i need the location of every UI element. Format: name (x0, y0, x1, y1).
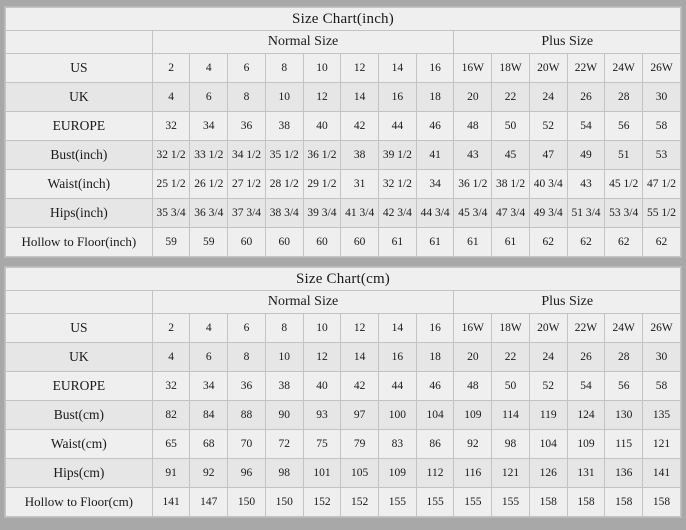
cell: 26W (643, 54, 681, 83)
table-row (6, 488, 681, 517)
table-row (6, 372, 681, 401)
cell: 42 (341, 372, 379, 401)
cell: 158 (529, 488, 567, 517)
cell: 34 (190, 112, 228, 141)
chart-title: Size Chart(cm) (6, 268, 681, 291)
cell: 14 (341, 343, 379, 372)
cell: 83 (379, 430, 417, 459)
chart-title: Size Chart(inch) (6, 8, 681, 31)
cell: 86 (416, 430, 454, 459)
group-header-normal: Normal Size (152, 291, 454, 314)
row-label: Waist(inch) (6, 170, 153, 199)
cell: 36 1/2 (454, 170, 492, 199)
row-label: UK (6, 343, 153, 372)
cell: 121 (643, 430, 681, 459)
cell: 98 (265, 459, 303, 488)
group-header-normal: Normal Size (152, 31, 454, 54)
cell: 115 (605, 430, 643, 459)
cell: 58 (643, 112, 681, 141)
cell: 41 3/4 (341, 199, 379, 228)
cell: 150 (228, 488, 266, 517)
cell: 40 3/4 (529, 170, 567, 199)
cell: 42 (341, 112, 379, 141)
cell: 104 (529, 430, 567, 459)
cell: 8 (265, 54, 303, 83)
cell: 62 (643, 228, 681, 257)
table-row (6, 112, 681, 141)
cell: 150 (265, 488, 303, 517)
cell: 88 (228, 401, 266, 430)
row-label: Hips(cm) (6, 459, 153, 488)
cell: 45 (492, 141, 530, 170)
table-row (6, 314, 681, 343)
cell: 8 (228, 343, 266, 372)
row-label: Hollow to Floor(cm) (6, 488, 153, 517)
cell: 100 (379, 401, 417, 430)
cell: 61 (454, 228, 492, 257)
table-row (6, 170, 681, 199)
cell: 32 1/2 (152, 141, 190, 170)
cell: 124 (567, 401, 605, 430)
cell: 136 (605, 459, 643, 488)
cell: 152 (303, 488, 341, 517)
cell: 112 (416, 459, 454, 488)
cell: 20W (529, 314, 567, 343)
cell: 68 (190, 430, 228, 459)
cell: 32 (152, 372, 190, 401)
table-title-row (6, 8, 681, 31)
cell: 121 (492, 459, 530, 488)
cell: 20 (454, 343, 492, 372)
cell: 48 (454, 372, 492, 401)
group-header-plus: Plus Size (454, 31, 681, 54)
cell: 155 (492, 488, 530, 517)
cell: 158 (643, 488, 681, 517)
cell: 47 1/2 (643, 170, 681, 199)
cell: 34 (416, 170, 454, 199)
cell: 16 (379, 83, 417, 112)
cell: 155 (454, 488, 492, 517)
cell: 36 (228, 112, 266, 141)
cell: 30 (643, 83, 681, 112)
cell: 12 (303, 343, 341, 372)
cell: 44 3/4 (416, 199, 454, 228)
cell: 101 (303, 459, 341, 488)
cell: 60 (265, 228, 303, 257)
cell: 33 1/2 (190, 141, 228, 170)
cell: 16W (454, 314, 492, 343)
cell: 62 (529, 228, 567, 257)
cell: 25 1/2 (152, 170, 190, 199)
cell: 59 (152, 228, 190, 257)
cell: 92 (190, 459, 228, 488)
cell: 4 (152, 343, 190, 372)
cell: 18 (416, 343, 454, 372)
cell: 42 3/4 (379, 199, 417, 228)
cell: 44 (379, 372, 417, 401)
cell: 60 (341, 228, 379, 257)
cell: 152 (341, 488, 379, 517)
cell: 10 (303, 314, 341, 343)
table-row (6, 343, 681, 372)
corner-cell (6, 291, 153, 314)
row-label: EUROPE (6, 372, 153, 401)
cell: 131 (567, 459, 605, 488)
cell: 90 (265, 401, 303, 430)
cell: 58 (643, 372, 681, 401)
cell: 52 (529, 112, 567, 141)
corner-cell (6, 31, 153, 54)
cell: 38 (265, 112, 303, 141)
row-label: Bust(inch) (6, 141, 153, 170)
cell: 91 (152, 459, 190, 488)
cell: 53 3/4 (605, 199, 643, 228)
cell: 109 (379, 459, 417, 488)
cell: 46 (416, 372, 454, 401)
cell: 38 3/4 (265, 199, 303, 228)
row-label: UK (6, 83, 153, 112)
cell: 16W (454, 54, 492, 83)
cell: 2 (152, 54, 190, 83)
cell: 82 (152, 401, 190, 430)
cell: 135 (643, 401, 681, 430)
cell: 141 (643, 459, 681, 488)
cell: 36 3/4 (190, 199, 228, 228)
cell: 54 (567, 112, 605, 141)
cell: 30 (643, 343, 681, 372)
cell: 39 1/2 (379, 141, 417, 170)
cell: 98 (492, 430, 530, 459)
table-row (6, 83, 681, 112)
cell: 34 1/2 (228, 141, 266, 170)
table-row (6, 199, 681, 228)
cell: 46 (416, 112, 454, 141)
cell: 32 (152, 112, 190, 141)
table-group-row (6, 291, 681, 314)
cell: 6 (228, 54, 266, 83)
cell: 44 (379, 112, 417, 141)
cell: 75 (303, 430, 341, 459)
cell: 43 (567, 170, 605, 199)
table-row (6, 141, 681, 170)
cell: 12 (341, 54, 379, 83)
cell: 47 3/4 (492, 199, 530, 228)
cell: 16 (379, 343, 417, 372)
cell: 8 (265, 314, 303, 343)
cell: 24 (529, 343, 567, 372)
cell: 155 (379, 488, 417, 517)
cell: 26 (567, 83, 605, 112)
cell: 40 (303, 112, 341, 141)
cell: 39 3/4 (303, 199, 341, 228)
cell: 26W (643, 314, 681, 343)
cell: 65 (152, 430, 190, 459)
group-header-plus: Plus Size (454, 291, 681, 314)
cell: 28 (605, 343, 643, 372)
cell: 49 (567, 141, 605, 170)
row-label: US (6, 314, 153, 343)
cell: 104 (416, 401, 454, 430)
cell: 2 (152, 314, 190, 343)
cell: 22W (567, 54, 605, 83)
row-label: Waist(cm) (6, 430, 153, 459)
row-label: Bust(cm) (6, 401, 153, 430)
row-label: US (6, 54, 153, 83)
cell: 38 (341, 141, 379, 170)
table-title-row (6, 268, 681, 291)
cell: 36 1/2 (303, 141, 341, 170)
row-label: Hips(inch) (6, 199, 153, 228)
table-group-row (6, 31, 681, 54)
cell: 47 (529, 141, 567, 170)
cell: 32 1/2 (379, 170, 417, 199)
cell: 27 1/2 (228, 170, 266, 199)
cell: 10 (303, 54, 341, 83)
table-row (6, 430, 681, 459)
cell: 60 (303, 228, 341, 257)
cell: 6 (190, 83, 228, 112)
cell: 14 (341, 83, 379, 112)
cell: 114 (492, 401, 530, 430)
cell: 20W (529, 54, 567, 83)
size-table-cm (5, 267, 681, 517)
cell: 6 (190, 343, 228, 372)
cell: 105 (341, 459, 379, 488)
cell: 35 3/4 (152, 199, 190, 228)
cell: 36 (228, 372, 266, 401)
cell: 35 1/2 (265, 141, 303, 170)
cell: 43 (454, 141, 492, 170)
table-row (6, 401, 681, 430)
cell: 51 (605, 141, 643, 170)
cell: 29 1/2 (303, 170, 341, 199)
cell: 34 (190, 372, 228, 401)
cell: 38 1/2 (492, 170, 530, 199)
cell: 18W (492, 314, 530, 343)
cell: 53 (643, 141, 681, 170)
cell: 20 (454, 83, 492, 112)
cell: 130 (605, 401, 643, 430)
cell: 22W (567, 314, 605, 343)
row-label: EUROPE (6, 112, 153, 141)
cell: 24W (605, 314, 643, 343)
cell: 147 (190, 488, 228, 517)
cell: 84 (190, 401, 228, 430)
size-chart-inch (4, 6, 682, 258)
cell: 61 (416, 228, 454, 257)
cell: 45 3/4 (454, 199, 492, 228)
cell: 26 (567, 343, 605, 372)
cell: 61 (492, 228, 530, 257)
cell: 79 (341, 430, 379, 459)
cell: 40 (303, 372, 341, 401)
row-label: Hollow to Floor(inch) (6, 228, 153, 257)
table-row (6, 228, 681, 257)
cell: 22 (492, 343, 530, 372)
cell: 31 (341, 170, 379, 199)
table-row (6, 459, 681, 488)
cell: 16 (416, 54, 454, 83)
cell: 4 (190, 54, 228, 83)
cell: 109 (454, 401, 492, 430)
cell: 10 (265, 343, 303, 372)
cell: 18 (416, 83, 454, 112)
cell: 56 (605, 112, 643, 141)
cell: 61 (379, 228, 417, 257)
cell: 62 (605, 228, 643, 257)
cell: 51 3/4 (567, 199, 605, 228)
cell: 56 (605, 372, 643, 401)
cell: 26 1/2 (190, 170, 228, 199)
cell: 119 (529, 401, 567, 430)
size-table-inch (5, 7, 681, 257)
cell: 55 1/2 (643, 199, 681, 228)
cell: 109 (567, 430, 605, 459)
cell: 93 (303, 401, 341, 430)
cell: 50 (492, 372, 530, 401)
cell: 37 3/4 (228, 199, 266, 228)
size-chart-cm (4, 266, 682, 518)
cell: 155 (416, 488, 454, 517)
cell: 97 (341, 401, 379, 430)
cell: 158 (567, 488, 605, 517)
cell: 24 (529, 83, 567, 112)
table-row (6, 54, 681, 83)
cell: 8 (228, 83, 266, 112)
cell: 141 (152, 488, 190, 517)
cell: 41 (416, 141, 454, 170)
cell: 52 (529, 372, 567, 401)
cell: 16 (416, 314, 454, 343)
cell: 59 (190, 228, 228, 257)
cell: 62 (567, 228, 605, 257)
cell: 28 1/2 (265, 170, 303, 199)
cell: 116 (454, 459, 492, 488)
cell: 126 (529, 459, 567, 488)
cell: 48 (454, 112, 492, 141)
cell: 12 (303, 83, 341, 112)
cell: 14 (379, 314, 417, 343)
cell: 96 (228, 459, 266, 488)
cell: 24W (605, 54, 643, 83)
cell: 4 (190, 314, 228, 343)
cell: 14 (379, 54, 417, 83)
cell: 22 (492, 83, 530, 112)
cell: 45 1/2 (605, 170, 643, 199)
cell: 70 (228, 430, 266, 459)
cell: 12 (341, 314, 379, 343)
cell: 92 (454, 430, 492, 459)
cell: 54 (567, 372, 605, 401)
cell: 72 (265, 430, 303, 459)
cell: 28 (605, 83, 643, 112)
cell: 49 3/4 (529, 199, 567, 228)
cell: 6 (228, 314, 266, 343)
cell: 158 (605, 488, 643, 517)
cell: 4 (152, 83, 190, 112)
cell: 38 (265, 372, 303, 401)
cell: 18W (492, 54, 530, 83)
cell: 10 (265, 83, 303, 112)
cell: 60 (228, 228, 266, 257)
cell: 50 (492, 112, 530, 141)
